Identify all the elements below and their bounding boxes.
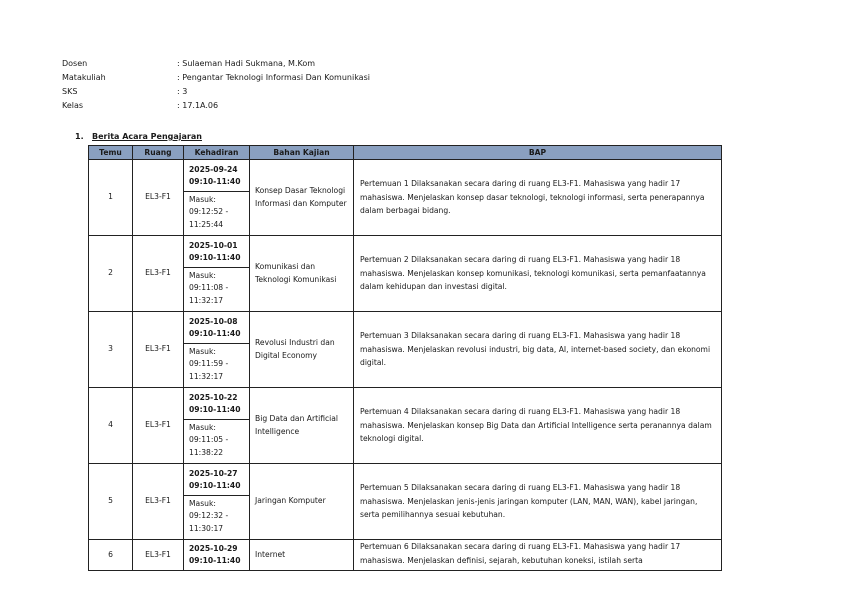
keluar-waktu: 11:25:44 — [189, 219, 224, 229]
kehadiran-cell — [184, 388, 250, 464]
bahan-kajian-cell: Internet — [250, 540, 354, 571]
bahan-kajian-cell: Big Data dan Artificial Intelligence — [250, 388, 354, 464]
temu-cell: 5 — [89, 464, 133, 540]
jadwal-jam: 09:10-11:40 — [189, 556, 241, 565]
jadwal-tanggal: 2025-10-22 — [189, 392, 238, 402]
section-title: Berita Acara Pengajaran — [92, 132, 202, 141]
jadwal-tanggal: 2025-09-24 — [189, 164, 238, 174]
masuk-label: Masuk: — [189, 498, 216, 508]
bahan-kajian-cell: Jaringan Komputer — [250, 464, 354, 540]
header-bahan-kajian: Bahan Kajian — [250, 146, 354, 160]
bap-cell: Pertemuan 5 Dilaksanakan secara daring di ruang EL3-F1. Mahasiswa yang hadir 18 mahasiswa. Menjelaskan jenis-jenis jaringan komputer (LAN, MAN, WAN), kabel jaringan, serta pemilihannya sesuai kebutuhan. — [354, 464, 722, 540]
bap-text: Pertemuan 6 Dilaksanakan secara daring di ruang EL3-F1. Mahasiswa yang hadir 17 mahasiswa. Menjelaskan definisi, sejarah, kebutuhan koneksi, istilah serta — [360, 542, 681, 565]
sks-label: SKS — [62, 87, 78, 96]
masuk-waktu: 09:11:05 - — [189, 435, 229, 445]
kehadiran-cell — [184, 236, 250, 312]
matakuliah-label: Matakuliah — [62, 73, 106, 82]
masuk-waktu: 09:11:59 - — [189, 359, 229, 369]
ruang-cell: EL3-F1 — [133, 388, 184, 464]
jadwal — [184, 238, 249, 268]
masuk-label: Masuk: — [189, 422, 216, 432]
jadwal-tanggal: 2025-10-27 — [189, 468, 238, 478]
bap-cell: Pertemuan 2 Dilaksanakan secara daring di ruang EL3-F1. Mahasiswa yang hadir 18 mahasiswa. Menjelaskan konsep komunikasi, teknologi komunikasi, serta pemanfaatannya dalam kehidupan dan investasi digital. — [354, 236, 722, 312]
bahan-kajian-cell: Revolusi Industri dan Digital Economy — [250, 312, 354, 388]
jadwal-jam: 09:10-11:40 — [189, 405, 241, 415]
header-ruang: Ruang — [133, 146, 184, 160]
masuk-waktu: 09:12:52 - — [189, 207, 229, 217]
bap-cell: Pertemuan 4 Dilaksanakan secara daring di ruang EL3-F1. Mahasiswa yang hadir 18 mahasiswa. Menjelaskan konsep Big Data dan Artificial Intelligence serta peranannya dalam teknologi digital. — [354, 388, 722, 464]
masuk-label: Masuk: — [189, 194, 216, 204]
jadwal-tanggal: 2025-10-29 — [189, 543, 238, 553]
ruang-cell: EL3-F1 — [133, 160, 184, 236]
jadwal-jam: 09:10-11:40 — [189, 177, 241, 187]
bahan-kajian-cell: Komunikasi dan Teknologi Komunikasi — [250, 236, 354, 312]
dosen-label: Dosen — [62, 59, 88, 68]
temu-cell: 4 — [89, 388, 133, 464]
ruang-cell: EL3-F1 — [133, 236, 184, 312]
ruang-cell: EL3-F1 — [133, 464, 184, 540]
header-temu: Temu — [89, 146, 133, 160]
kelas-label: Kelas — [62, 101, 84, 110]
jadwal — [184, 314, 249, 344]
temu-cell: 2 — [89, 236, 133, 312]
presensi — [184, 420, 249, 462]
section-number: 1. — [75, 132, 84, 141]
kehadiran-cell — [184, 464, 250, 540]
jadwal-tanggal: 2025-10-01 — [189, 240, 238, 250]
section-heading — [75, 132, 202, 141]
bap-cell: Pertemuan 3 Dilaksanakan secara daring di ruang EL3-F1. Mahasiswa yang hadir 18 mahasiswa. Menjelaskan revolusi industri, big data, AI, internet-based society, dan ekonomi digital. — [354, 312, 722, 388]
bap-cell — [354, 540, 722, 571]
dosen-value: : Sulaeman Hadi Sukmana, M.Kom — [177, 59, 316, 68]
jadwal-tanggal: 2025-10-08 — [189, 316, 238, 326]
jadwal — [184, 541, 249, 570]
bahan-kajian-cell: Konsep Dasar Teknologi Informasi dan Komputer — [250, 160, 354, 236]
masuk-waktu: 09:11:08 - — [189, 283, 229, 293]
jadwal — [184, 162, 249, 192]
header-kehadiran: Kehadiran — [184, 146, 250, 160]
masuk-label: Masuk: — [189, 270, 216, 280]
sks-value: : 3 — [177, 87, 188, 96]
table-row — [89, 464, 722, 540]
kehadiran-cell — [184, 312, 250, 388]
presensi — [184, 344, 249, 386]
jadwal-jam: 09:10-11:40 — [189, 253, 241, 263]
table-row — [89, 236, 722, 312]
temu-cell: 3 — [89, 312, 133, 388]
header-bap: BAP — [354, 146, 722, 160]
jadwal-jam: 09:10-11:40 — [189, 329, 241, 339]
presensi — [184, 192, 249, 234]
kelas-value: : 17.1A.06 — [177, 101, 219, 110]
bap-table — [88, 145, 722, 571]
kehadiran-cell — [184, 160, 250, 236]
keluar-waktu: 11:30:17 — [189, 523, 224, 533]
ruang-cell: EL3-F1 — [133, 312, 184, 388]
table-row — [89, 312, 722, 388]
masuk-waktu: 09:12:32 - — [189, 511, 229, 521]
bap-cell: Pertemuan 1 Dilaksanakan secara daring di ruang EL3-F1. Mahasiswa yang hadir 17 mahasiswa. Menjelaskan konsep dasar teknologi, teknologi informasi, serta penerapannya dalam berbagai bidang. — [354, 160, 722, 236]
jadwal — [184, 466, 249, 496]
table-row — [89, 388, 722, 464]
table-header-row — [89, 146, 722, 160]
keluar-waktu: 11:38:22 — [189, 447, 224, 457]
jadwal — [184, 390, 249, 420]
kehadiran-cell — [184, 540, 250, 571]
keluar-waktu: 11:32:17 — [189, 295, 224, 305]
matakuliah-value: : Pengantar Teknologi Informasi Dan Komunikasi — [177, 73, 370, 82]
presensi — [184, 268, 249, 310]
table-row — [89, 160, 722, 236]
presensi — [184, 496, 249, 538]
keluar-waktu: 11:32:17 — [189, 371, 224, 381]
temu-cell: 1 — [89, 160, 133, 236]
table-row — [89, 540, 722, 571]
masuk-label: Masuk: — [189, 346, 216, 356]
jadwal-jam: 09:10-11:40 — [189, 481, 241, 491]
ruang-cell: EL3-F1 — [133, 540, 184, 571]
temu-cell: 6 — [89, 540, 133, 571]
